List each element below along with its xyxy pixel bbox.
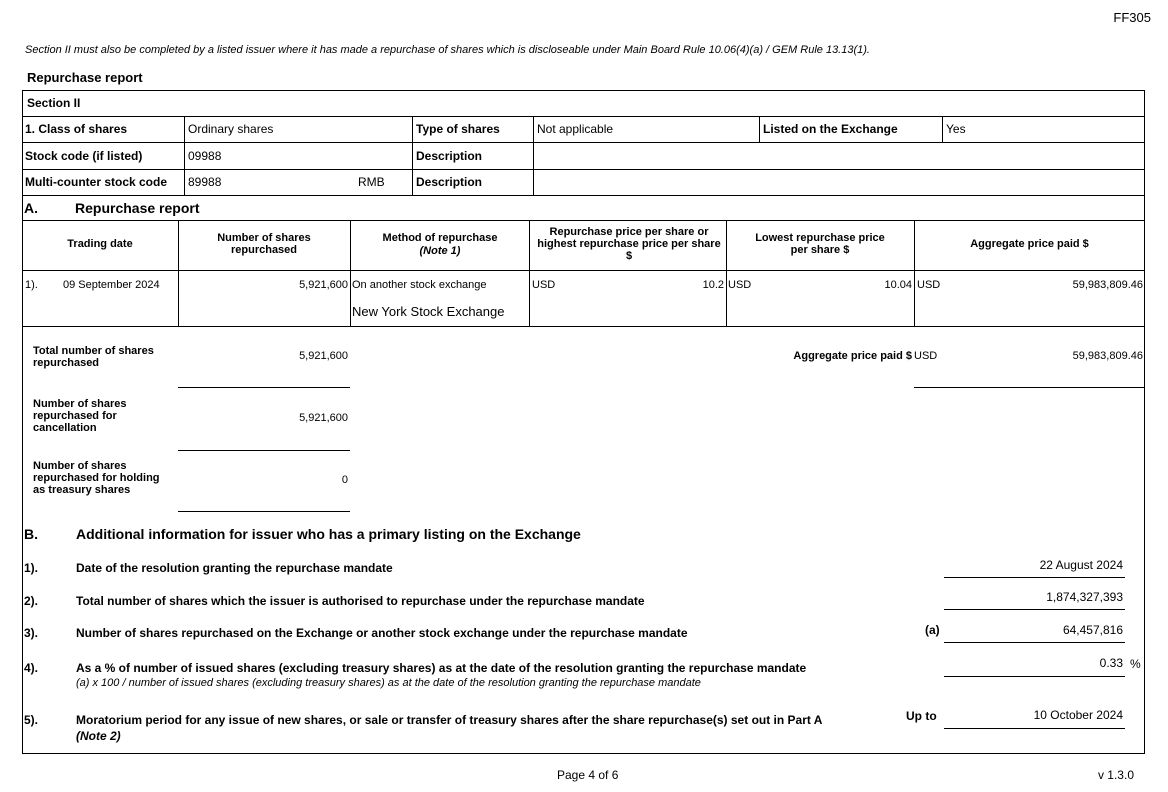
b-item-value[interactable]: 1,874,327,393	[1046, 590, 1123, 604]
row-low-currency: USD	[728, 279, 752, 291]
total-shares-label: Total number of shares repurchased	[33, 345, 154, 369]
part-b-title: Additional information for issuer who has a primary listing on the Exchange	[76, 526, 581, 542]
version: v 1.3.0	[1097, 768, 1134, 782]
intro-text: Section II must also be completed by a listed issuer where it has made a repurchase of shares which is discloseable under Main Board Rule 10.06(4)(a) / GEM Rule 13.13(1).	[25, 44, 870, 56]
cancellation-value[interactable]: 5,921,600	[299, 412, 348, 424]
row-high-price[interactable]: 10.2	[702, 279, 724, 291]
part-a-letter: A.	[24, 200, 38, 216]
row-low-price[interactable]: 10.04	[884, 279, 912, 291]
stock-code-description-label: Description	[416, 149, 483, 163]
row-shares[interactable]: 5,921,600	[299, 279, 348, 291]
aggregate-total-currency: USD	[914, 350, 938, 362]
form-code: FF305	[1113, 10, 1151, 25]
cancellation-label: Number of shares repurchased for cancellation	[33, 398, 127, 434]
multi-counter-label: Multi-counter stock code	[25, 175, 168, 189]
type-of-shares-label: Type of shares	[416, 122, 500, 136]
b-item-index: 1).	[24, 561, 39, 575]
listed-value[interactable]: Yes	[946, 122, 966, 136]
type-of-shares-value[interactable]: Not applicable	[537, 122, 614, 136]
listed-label: Listed on the Exchange	[763, 122, 898, 136]
b-item-index: 4).	[24, 661, 39, 675]
b-item-tag: (a)	[925, 623, 940, 637]
multi-counter-currency: RMB	[358, 175, 385, 189]
stock-code-value[interactable]: 09988	[188, 149, 222, 163]
header-method-note: (Note 1)	[419, 245, 461, 257]
part-b-letter: B.	[24, 526, 38, 542]
header-method: Method of repurchase	[382, 232, 498, 244]
aggregate-total-label: Aggregate price paid $	[793, 350, 912, 362]
treasury-label: Number of shares repurchased for holding as treasury shares	[33, 460, 160, 496]
b-item-sublabel: (a) x 100 / number of issued shares (excluding treasury shares) as at the date of the resolution granting the repurchase mandate	[76, 677, 701, 689]
multi-counter-description-label: Description	[416, 175, 483, 189]
row-index: 1).	[25, 279, 38, 291]
row-exchange[interactable]: New York Stock Exchange	[352, 304, 505, 319]
header-aggregate-price: Aggregate price paid $	[970, 238, 1089, 250]
class-of-shares-label: 1. Class of shares	[25, 122, 128, 136]
treasury-value[interactable]: 0	[341, 474, 348, 486]
percent-unit: %	[1130, 657, 1141, 671]
section-label: Section II	[27, 96, 81, 110]
b-item-value[interactable]: 22 August 2024	[1039, 558, 1123, 572]
b-item-note: (Note 2)	[76, 729, 121, 743]
b-item-index: 3).	[24, 626, 39, 640]
report-title: Repurchase report	[27, 70, 143, 85]
aggregate-total-value[interactable]: 59,983,809.46	[1072, 350, 1143, 362]
class-of-shares-value[interactable]: Ordinary shares	[188, 122, 274, 136]
row-method[interactable]: On another stock exchange	[352, 279, 487, 291]
row-agg-currency: USD	[917, 279, 941, 291]
b-item-index: 2).	[24, 594, 39, 608]
b-item-label: Moratorium period for any issue of new shares, or sale or transfer of treasury shares after the share repurchase(s) set out in Part A	[76, 713, 823, 727]
b-item-label: Total number of shares which the issuer is authorised to repurchase under the repurchase mandate	[76, 594, 645, 608]
b-item-label: As a % of number of issued shares (excluding treasury shares) as at the date of the resolution granting the repurchase mandate	[76, 661, 807, 675]
header-trading-date: Trading date	[67, 238, 133, 250]
header-number-of-shares: Number of shares repurchased	[217, 232, 311, 256]
header-lowest-price: Lowest repurchase price per share $	[755, 232, 885, 256]
b-item-value[interactable]: 64,457,816	[1062, 623, 1123, 637]
page-number: Page 4 of 6	[557, 768, 619, 782]
b-item-value[interactable]: 10 October 2024	[1033, 708, 1123, 722]
stock-code-label: Stock code (if listed)	[25, 149, 143, 163]
row-agg-price[interactable]: 59,983,809.46	[1072, 279, 1143, 291]
b-item-label: Date of the resolution granting the repurchase mandate	[76, 561, 393, 575]
row-high-currency: USD	[532, 279, 556, 291]
b-item-index: 5).	[24, 713, 39, 727]
b-item-label: Number of shares repurchased on the Exchange or another stock exchange under the repurchase mandate	[76, 626, 688, 640]
b-item-tag: Up to	[906, 709, 937, 723]
row-trading-date[interactable]: 09 September 2024	[63, 279, 160, 291]
b-item-value[interactable]: 0.33	[1099, 656, 1123, 670]
part-a-title: Repurchase report	[75, 200, 200, 216]
total-shares-value[interactable]: 5,921,600	[299, 350, 348, 362]
header-highest-price: Repurchase price per share or highest repurchase price per share $	[537, 226, 721, 262]
multi-counter-value[interactable]: 89988	[188, 175, 222, 189]
